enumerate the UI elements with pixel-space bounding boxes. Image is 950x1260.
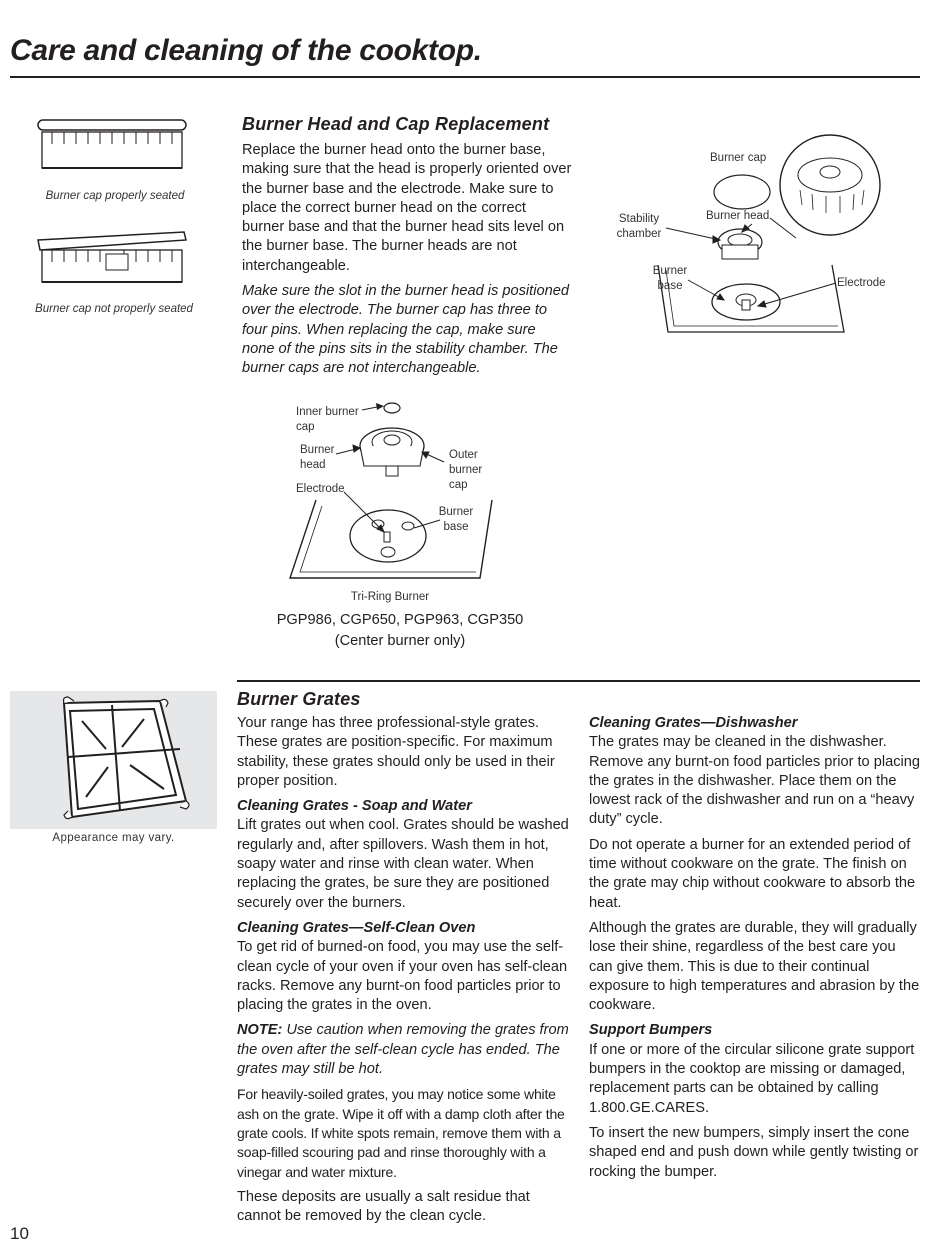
grates-intro: Your range has three professional-style grates. These grates are position-specific. For maximum stability, these grates should only be used in their proper position.	[237, 715, 555, 789]
burner-cap-seated-caption: Burner cap properly seated	[45, 190, 185, 202]
burner-cap-not-seated-caption: Burner cap not properly seated	[35, 303, 193, 315]
grates-right-column	[589, 714, 920, 1188]
durable-text: Although the grates are durable, they will gradually lose their shine, regardless of the best care you can give them. This is due to their continual exposure to high temperatures and abrasion by the cookware.	[589, 919, 920, 1014]
model-note: (Center burner only)	[334, 633, 466, 649]
note-label: NOTE:	[237, 1022, 283, 1039]
title-rule	[10, 76, 920, 78]
model-list: PGP986, CGP650, PGP963, CGP350	[276, 612, 524, 628]
support-bumpers-text: If one or more of the circular silicone grate support bumpers in the cooktop are missing or damaged, replacement parts can be obtained by calling 1.800.GE.CARES.	[589, 1041, 915, 1116]
grate-illustration	[10, 691, 217, 829]
label-tri-burner-head: Burner head	[300, 444, 335, 471]
support-bumpers-heading: Support Bumpers	[589, 1022, 713, 1039]
label-burner-cap: Burner cap	[710, 152, 767, 164]
label-tri-burner-base: Burner base	[438, 506, 474, 533]
insert-bumpers-text: To insert the new bumpers, simply insert the cone shaped end and push down while gently twisting or rocking the bumper.	[589, 1124, 919, 1180]
page-number: 10	[10, 1224, 29, 1243]
note-paragraph	[237, 1021, 569, 1079]
label-outer-burner-cap: Outer burner cap	[449, 449, 483, 491]
no-cookware-text: Do not operate a burner for an extended period of time without cookware on the grate. The finish on the grate may chip without cookware to absorb the heat.	[589, 836, 916, 911]
note-text: Use caution when removing the grates from the oven after the self-clean cycle has ended. The grates may still be hot.	[237, 1022, 569, 1078]
grates-left-column	[237, 714, 569, 1232]
soap-water-text: Lift grates out when cool. Grates should be washed regularly and, after spillovers. Wash them in hot, soapy water and rinse with clean water. When replacing the grates, be sure they are positioned securely over the burners.	[237, 817, 569, 911]
deposit-text: These deposits are usually a salt residue that cannot be removed by the clean cycle.	[237, 1188, 530, 1225]
grate-image-panel	[10, 691, 217, 829]
label-inner-burner-cap: Inner burner cap	[296, 406, 359, 433]
grates-heading: Burner Grates	[237, 689, 361, 709]
page-title: Care and cleaning of the cooktop.	[10, 34, 482, 67]
label-electrode: Electrode	[837, 277, 886, 289]
self-clean-heading: Cleaning Grates—Self-Clean Oven	[237, 919, 476, 936]
head-cap-paragraph-2: Make sure the slot in the burner head is positioned over the electrode. The burner cap has three to four pins. When replacing the cap, make sure none of the pins sits in the stability chamber. The burner caps are not interchangeable.	[242, 283, 569, 377]
dishwasher-heading: Cleaning Grates—Dishwasher	[589, 715, 798, 731]
burner-cap-seated-figure	[34, 118, 194, 178]
head-cap-heading: Burner Head and Cap Replacement	[242, 114, 550, 134]
tri-ring-caption: Tri-Ring Burner	[350, 591, 430, 603]
model-numbers	[260, 610, 540, 652]
head-cap-body	[242, 141, 572, 385]
head-cap-paragraph-1: Replace the burner head onto the burner base, making sure that the head is properly oriented over the burner base and the electrode. Make sure to place the correct burner head on the correct burner base and that the burner head sits level on the burner base. The burner heads are not interchangeable.	[242, 142, 572, 274]
label-burner-head: Burner head	[706, 210, 770, 222]
self-clean-text: To get rid of burned-on food, you may use the self-clean cycle of your oven if your oven has self-clean racks. Remove any burnt-on food particles prior to placing the grates in the oven.	[237, 939, 568, 1014]
burner-assembly-diagram	[600, 150, 920, 350]
label-burner-base: Burner base	[652, 265, 688, 292]
grate-image-caption: Appearance may vary.	[52, 832, 175, 844]
dishwasher-text: The grates may be cleaned in the dishwasher. Remove any burnt-on food particles prior to placing the grates in the dishwasher. Place them on the lowest rack of the dishwasher and run on a “heavy duty” cycle.	[589, 734, 920, 828]
grates-rule	[237, 680, 920, 682]
burner-cap-not-seated-figure	[34, 230, 194, 290]
label-tri-electrode: Electrode	[296, 483, 345, 495]
soap-water-heading: Cleaning Grates - Soap and Water	[237, 798, 472, 815]
ash-text: For heavily-soiled grates, you may notice some white ash on the grate. Wipe it off with a damp cloth after the grate cools. If white spots remain, remove them with a soap-filled scouring pad and rinse thoroughly with a vinegar and water mixture.	[237, 1086, 565, 1180]
label-stability-chamber: Stability chamber	[616, 213, 662, 240]
